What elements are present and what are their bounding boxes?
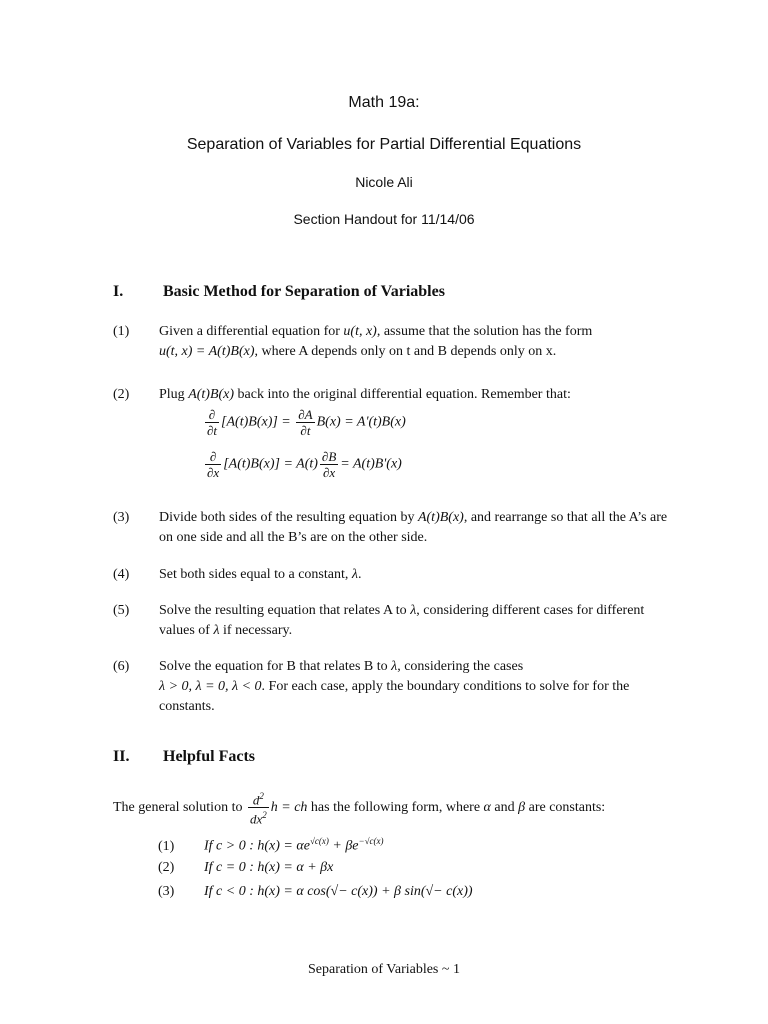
section-title: Helpful Facts <box>163 748 255 765</box>
step-text: if necessary. <box>219 623 293 638</box>
section-heading-1 <box>113 283 445 301</box>
step-label: (4) <box>113 567 130 582</box>
method-step-4 <box>113 565 673 585</box>
math-expression: h = ch <box>270 800 308 816</box>
step-text: . For each case, apply the boundary conditions to solve for for the constants. <box>159 679 630 714</box>
math-expression: λ <box>410 603 417 618</box>
math-expression: λ <box>351 567 358 582</box>
fact-case-negative <box>158 884 473 900</box>
section-number: II. <box>113 748 130 765</box>
math-expression: λ > 0, λ = 0, λ < 0 <box>159 679 262 694</box>
statement-text: and <box>490 800 519 816</box>
step-text: , where A depends only on t and B depends only on x. <box>254 344 557 359</box>
fact-case-zero <box>158 860 333 876</box>
math-exponent: −√c(x) <box>358 836 384 846</box>
statement-text: are constants: <box>525 800 606 816</box>
math-expression: If c < 0 : h(x) = α cos(√− c(x)) + β sin(√− c(x)) <box>204 884 473 899</box>
step-label: (3) <box>113 510 130 525</box>
method-step-2 <box>113 385 673 405</box>
fraction-d-dt: $\frac{\partial}{\partial t}$ <box>207 407 218 438</box>
document-subtitle: Section Handout for 11/14/06 <box>293 211 475 227</box>
math-exponent: √c(x) <box>309 836 329 846</box>
step-label: (1) <box>113 324 130 339</box>
section-title: Basic Method for Separation of Variables <box>163 283 445 300</box>
math-expression: α <box>483 800 491 816</box>
section-heading-2 <box>113 748 255 766</box>
step-text: , and rearrange so that all the A’s are on one side and all the B’s are on the other side. <box>159 510 668 545</box>
step-text: back into the original differential equation. Remember that: <box>234 387 571 402</box>
fact-label: (2) <box>158 860 175 875</box>
math-expression: + βe <box>328 838 359 854</box>
statement-text: The general solution to <box>113 800 246 816</box>
math-expression: = A(t)B'(x) <box>340 456 402 472</box>
fact-label: (1) <box>158 838 175 854</box>
math-expression: If c = 0 : h(x) = α + βx <box>204 860 334 875</box>
author-name: Nicole Ali <box>355 174 413 190</box>
fraction-d-dx: $\frac{\partial}{\partial x}$ <box>207 449 220 480</box>
step-text: , assume that the solution has the form <box>376 324 593 339</box>
step-label: (6) <box>113 659 130 674</box>
step-text: Set both sides equal to a constant, <box>159 567 352 582</box>
equation-partial-t <box>203 407 406 438</box>
step-text: Solve the equation for B that relates B to <box>159 659 392 674</box>
step-text: , considering the cases <box>397 659 524 674</box>
step-label: (5) <box>113 603 130 618</box>
fraction-d2-dx2: $\frac{d^2}{dx^2}$ <box>249 791 267 827</box>
statement-text: has the following form, where <box>307 800 484 816</box>
fraction-dA-dt: $\frac{\partial A}{\partial t}$ <box>298 407 313 438</box>
section-number: I. <box>113 283 124 300</box>
fact-label: (3) <box>158 884 175 899</box>
fraction-dB-dx: $\frac{\partial B}{\partial x}$ <box>321 449 337 480</box>
math-expression: β <box>518 800 526 816</box>
step-text: Plug <box>159 387 189 402</box>
method-step-1 <box>113 322 673 362</box>
fact-case-positive <box>158 836 384 855</box>
step-text: Divide both sides of the resulting equation by <box>159 510 418 525</box>
math-expression: [A(t)B(x)] = A(t) <box>223 456 318 472</box>
math-expression: λ <box>391 659 398 674</box>
general-solution-statement <box>113 789 673 827</box>
step-text: Given a differential equation for <box>159 324 344 339</box>
document-title: Separation of Variables for Partial Differential Equations <box>186 136 582 153</box>
math-expression: A(t)B(x) <box>188 387 235 402</box>
math-expression: B(x) = A'(t)B(x) <box>316 414 406 430</box>
math-expression: u(t, x) = A(t)B(x) <box>159 344 255 359</box>
step-label: (2) <box>113 387 130 402</box>
course-title: Math 19a: <box>348 94 420 111</box>
step-text: . <box>357 567 362 582</box>
math-expression: λ <box>213 623 220 638</box>
method-step-6 <box>113 657 673 717</box>
math-expression: If c > 0 : h(x) = αe <box>204 838 310 854</box>
method-step-5 <box>113 601 673 641</box>
math-expression: A(t)B(x) <box>417 510 464 525</box>
page-footer: Separation of Variables ~ 1 <box>308 962 460 977</box>
math-expression: u(t, x) <box>343 324 377 339</box>
step-text: Solve the resulting equation that relates A to <box>159 603 411 618</box>
math-expression: [A(t)B(x)] = <box>221 414 295 430</box>
step-text: , considering different cases for different values of <box>159 603 645 638</box>
equation-partial-x <box>203 449 402 480</box>
method-step-3 <box>113 508 673 548</box>
